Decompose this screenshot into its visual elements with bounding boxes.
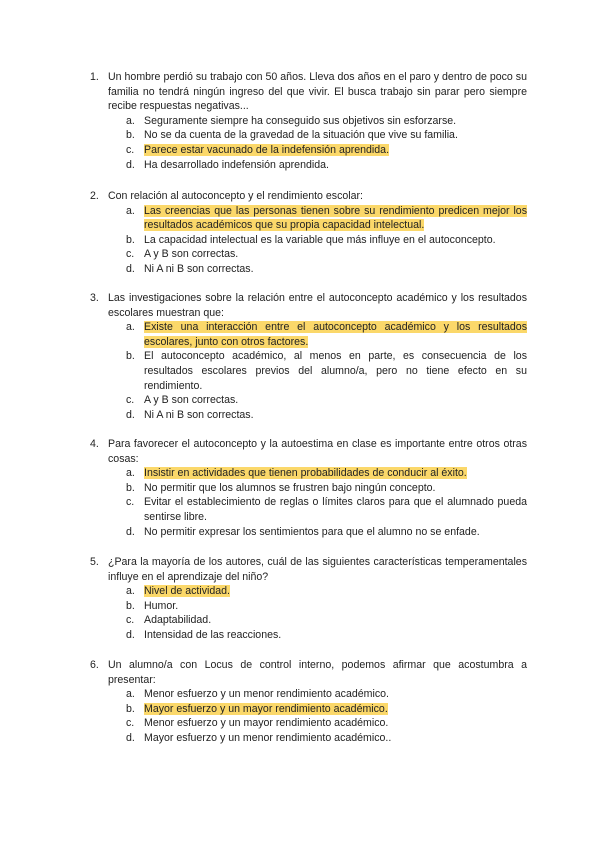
option-d — [126, 262, 527, 277]
option-d — [126, 525, 527, 540]
question-number: 1. — [90, 71, 99, 83]
option-c — [126, 495, 527, 524]
question-4 — [90, 437, 527, 539]
option-text-highlighted: Parece estar vacunado de la indefensión aprendida. — [144, 143, 390, 156]
option-text: No permitir que los alumnos se frustren bajo ningún concepto. — [144, 481, 436, 494]
option-d — [126, 628, 527, 643]
option-b — [126, 599, 527, 614]
option-list — [126, 687, 527, 745]
option-letter: a. — [126, 467, 135, 480]
option-letter: d. — [126, 158, 135, 171]
option-text: El autoconcepto académico, al menos en parte, es consecuencia de los resultados escolares previos del alumno/a, pero no tiene efecto en su rendimiento. — [144, 350, 527, 392]
option-text: Humor. — [144, 599, 179, 612]
option-a — [126, 114, 527, 129]
option-d — [126, 408, 527, 423]
question-number: 4. — [90, 438, 99, 450]
option-letter: b. — [126, 599, 135, 612]
question-2 — [90, 189, 527, 277]
option-text: Mayor esfuerzo y un menor rendimiento académico.. — [144, 731, 392, 744]
option-list — [126, 320, 527, 422]
option-list — [126, 204, 527, 277]
option-c — [126, 393, 527, 408]
question-text: Un alumno/a con Locus de control interno, podemos afirmar que acostumbra a presentar: — [108, 659, 527, 686]
option-letter: c. — [126, 496, 135, 509]
question-6 — [90, 658, 527, 746]
option-text: Ni A ni B son correctas. — [144, 408, 254, 421]
option-text-highlighted: Las creencias que las personas tienen sobre su rendimiento predicen mejor los resultados académicos que su propia capacidad intelectual. — [144, 204, 527, 232]
option-a — [126, 466, 527, 481]
option-text: Ni A ni B son correctas. — [144, 262, 254, 275]
option-a — [126, 320, 527, 349]
option-c — [126, 143, 527, 158]
option-letter: a. — [126, 688, 135, 701]
option-c — [126, 716, 527, 731]
option-letter: d. — [126, 525, 135, 538]
question-number: 5. — [90, 556, 99, 568]
option-a — [126, 687, 527, 702]
option-letter: c. — [126, 394, 135, 407]
question-text: ¿Para la mayoría de los autores, cuál de las siguientes características temperamentales influye en el aprendizaje del niño? — [108, 556, 527, 583]
option-letter: d. — [126, 628, 135, 641]
option-text: Seguramente siempre ha conseguido sus objetivos sin esforzarse. — [144, 114, 457, 127]
option-letter: b. — [126, 481, 135, 494]
option-b — [126, 233, 527, 248]
option-text-highlighted: Nivel de actividad. — [144, 585, 230, 598]
option-letter: d. — [126, 731, 135, 744]
option-list — [126, 466, 527, 539]
option-text: Adaptabilidad. — [144, 614, 212, 627]
option-letter: a. — [126, 321, 135, 334]
option-text: A y B son correctas. — [144, 248, 239, 261]
option-letter: b. — [126, 129, 135, 142]
option-d — [126, 158, 527, 173]
option-letter: a. — [126, 585, 135, 598]
option-letter: c. — [126, 248, 135, 261]
question-number: 6. — [90, 659, 99, 671]
question-text: Con relación al autoconcepto y el rendimiento escolar: — [108, 190, 363, 202]
option-letter: c. — [126, 614, 135, 627]
option-text: Evitar el establecimiento de reglas o límites claros para que el alumnado pueda sentirse libre. — [144, 496, 527, 523]
option-text-highlighted: Insistir en actividades que tienen probabilidades de conducir al éxito. — [144, 467, 467, 480]
option-letter: d. — [126, 408, 135, 421]
option-list — [126, 584, 527, 642]
option-list — [126, 114, 527, 172]
option-text: A y B son correctas. — [144, 394, 239, 407]
option-letter: b. — [126, 233, 135, 246]
question-number: 3. — [90, 292, 99, 304]
question-text: Las investigaciones sobre la relación entre el autoconcepto académico y los resultados escolares muestran que: — [108, 292, 527, 319]
option-a — [126, 584, 527, 599]
option-text: Menor esfuerzo y un menor rendimiento académico. — [144, 688, 389, 701]
option-d — [126, 731, 527, 746]
question-5 — [90, 555, 527, 643]
option-text-highlighted: Mayor esfuerzo y un mayor rendimiento académico. — [144, 702, 388, 715]
option-letter: b. — [126, 350, 135, 363]
option-b — [126, 128, 527, 143]
question-text: Un hombre perdió su trabajo con 50 años. Lleva dos años en el paro y dentro de poco su familia no tendrá ningún ingreso del que vivir. El busca trabajo sin parar pero siempre recibe respuestas negativas... — [108, 71, 527, 113]
option-letter: d. — [126, 262, 135, 275]
option-b — [126, 702, 527, 717]
option-text: No se da cuenta de la gravedad de la situación que vive su familia. — [144, 129, 458, 142]
option-letter: b. — [126, 702, 135, 715]
option-letter: a. — [126, 204, 135, 217]
option-text-highlighted: Existe una interacción entre el autoconcepto académico y los resultados escolares, junto con otros factores. — [144, 321, 527, 348]
question-3 — [90, 291, 527, 422]
question-number: 2. — [90, 190, 99, 202]
option-a — [126, 204, 527, 233]
option-letter: c. — [126, 717, 135, 730]
option-letter: a. — [126, 114, 135, 127]
question-text: Para favorecer el autoconcepto y la autoestima en clase es importante entre otros otras cosas: — [108, 438, 527, 465]
option-b — [126, 349, 527, 393]
option-b — [126, 481, 527, 496]
option-text: Ha desarrollado indefensión aprendida. — [144, 158, 329, 171]
option-letter: c. — [126, 143, 135, 156]
option-c — [126, 613, 527, 628]
question-1 — [90, 70, 527, 172]
option-text: La capacidad intelectual es la variable que más influye en el autoconcepto. — [144, 233, 496, 246]
option-text: Intensidad de las reacciones. — [144, 628, 282, 641]
option-c — [126, 247, 527, 262]
option-text: Menor esfuerzo y un mayor rendimiento académico. — [144, 717, 389, 730]
option-text: No permitir expresar los sentimientos para que el alumno no se enfade. — [144, 525, 480, 538]
